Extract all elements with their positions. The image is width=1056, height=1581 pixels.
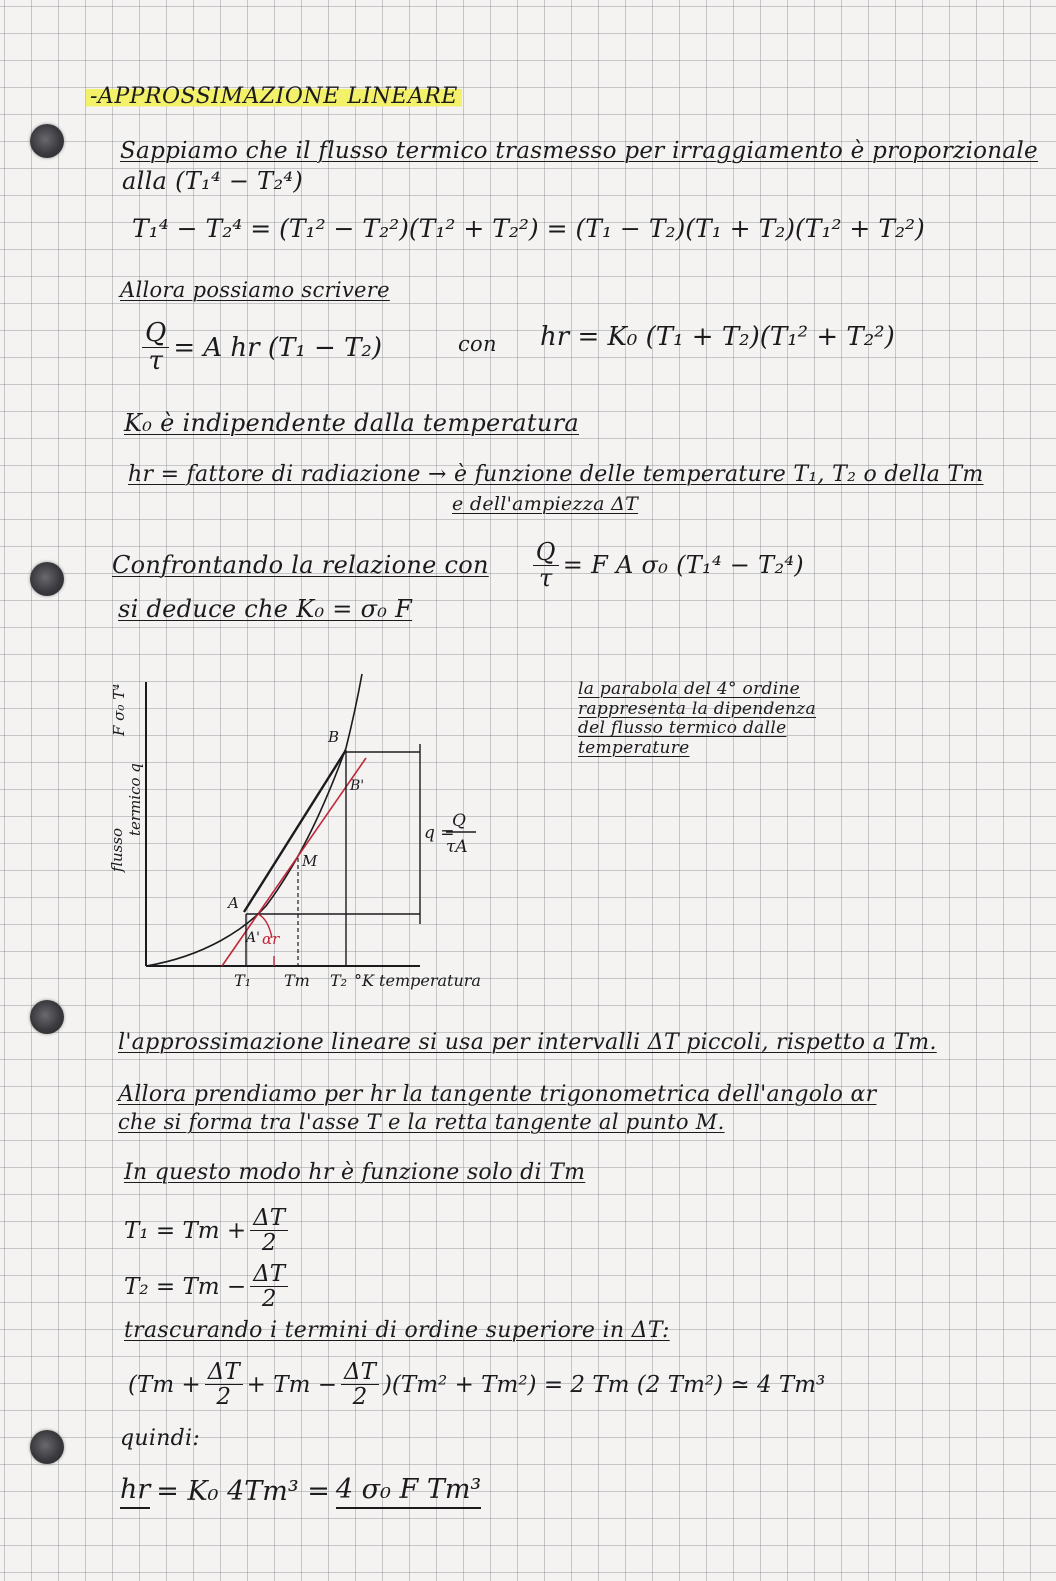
text-line-6: si deduce che K₀ = σ₀ F — [118, 595, 413, 623]
text-line-8b: che si forma tra l'asse T e la retta tangente al punto M. — [118, 1110, 725, 1134]
equation-2 — [138, 320, 382, 376]
text-line-5-text: Confrontando la relazione con — [112, 550, 489, 579]
equation-3 — [124, 1206, 292, 1255]
binder-hole-3 — [30, 1000, 64, 1034]
text-line-2: Allora possiamo scrivere — [120, 278, 390, 302]
point-b-label: B — [328, 728, 340, 746]
equation-1: T₁⁴ − T₂⁴ = (T₁² − T₂²)(T₁² + T₂²) = (T₁ − T₂)(T₁ + T₂)(T₁² + T₂²) — [132, 214, 925, 243]
fraction-delta-t-half — [250, 1206, 288, 1255]
equation-5-part-1: (Tm + — [128, 1371, 201, 1398]
point-a-label: A — [228, 894, 239, 912]
equation-5-part-2: + Tm − — [246, 1371, 337, 1398]
equation-4-lhs: T₂ = Tm − — [124, 1273, 247, 1300]
text-line-3: K₀ è indipendente dalla temperatura — [124, 409, 580, 437]
graph-note-line-1: la parabola del 4° ordine — [578, 679, 801, 699]
binder-hole-1 — [30, 124, 64, 158]
fraction-denominator: 2 — [261, 1230, 277, 1257]
equation-2-rhs: = A hr (T₁ − T₂) — [173, 332, 382, 363]
x-axis-label: °K temperatura — [354, 971, 481, 990]
q-definition-num: Q — [452, 811, 466, 831]
fraction-denominator: 2 — [216, 1384, 232, 1411]
q-definition-lhs: q = — [424, 823, 455, 843]
q-definition-den: τA — [446, 837, 468, 857]
tick-t1: T₁ — [234, 971, 252, 990]
graph-note-line-4: temperature — [578, 737, 690, 758]
graph-note — [578, 680, 816, 758]
binder-hole-4 — [30, 1430, 64, 1464]
text-line-4a: hr = fattore di radiazione → è funzione delle temperature T₁, T₂ o della Tm — [128, 462, 984, 487]
fraction-delta-t-half — [250, 1262, 288, 1311]
y-axis-label-1: flusso — [108, 827, 126, 872]
text-line-5-rhs: = F A σ₀ (T₁⁴ − T₂⁴) — [562, 550, 804, 579]
fraction-denominator: 2 — [261, 1286, 277, 1313]
y-axis-label-2: termico q — [126, 763, 144, 836]
graph-note-line-2: rappresenta la dipendenza — [578, 698, 816, 719]
point-a-prime-label: A' — [246, 930, 260, 946]
text-line-8a: Allora prendiamo per hr la tangente trigonometrica dell'angolo αr — [118, 1082, 877, 1107]
fraction-numerator: Q — [142, 320, 169, 348]
text-line-9: In questo modo hr è funzione solo di Tm — [124, 1160, 586, 1185]
equation-5-part-3: )(Tm² + Tm²) = 2 Tm (2 Tm²) ≃ 4 Tm³ — [382, 1371, 826, 1398]
fraction-q-tau-2 — [533, 540, 559, 591]
final-result: 4 σ₀ F Tm³ — [336, 1474, 481, 1509]
fraction-delta-t-half — [205, 1360, 243, 1409]
hr-definition: hr = K₀ (T₁ + T₂)(T₁² + T₂²) — [540, 322, 895, 352]
binder-hole-2 — [30, 562, 64, 596]
fraction-numerator: ΔT — [250, 1262, 288, 1287]
fraction-denominator: τ — [148, 346, 163, 377]
text-con: con — [458, 332, 497, 356]
fraction-denominator: τ — [538, 564, 553, 593]
fraction-q-tau — [142, 320, 169, 376]
section-title: -APPROSSIMAZIONE LINEARE — [86, 84, 462, 109]
angle-label: αr — [262, 930, 280, 948]
text-line-1b: alla (T₁⁴ − T₂⁴) — [122, 167, 303, 195]
point-m-label: M — [302, 852, 318, 870]
hr-symbol: hr — [120, 1474, 150, 1509]
fraction-delta-t-half — [341, 1360, 379, 1409]
text-line-5 — [112, 540, 804, 591]
tick-tm: Tm — [284, 971, 310, 990]
graph-note-line-3: del flusso termico dalle — [578, 718, 787, 739]
text-line-11: quindi: — [120, 1426, 201, 1451]
equation-6-mid: = K₀ 4Tm³ = — [156, 1476, 330, 1507]
chord-ab — [244, 750, 346, 912]
text-line-4b: e dell'ampiezza ΔT — [452, 493, 639, 515]
fraction-numerator: ΔT — [250, 1206, 288, 1231]
fraction-numerator: ΔT — [205, 1360, 243, 1385]
y-axis-label-3: F σ₀ T⁴ — [110, 683, 128, 736]
point-b-prime-label: B' — [350, 778, 365, 794]
tick-t2: T₂ — [330, 971, 348, 990]
equation-3-lhs: T₁ = Tm + — [124, 1217, 247, 1244]
equation-4 — [124, 1262, 292, 1311]
text-line-7: l'approssimazione lineare si usa per intervalli ΔT piccoli, rispetto a Tm. — [118, 1030, 937, 1055]
fraction-numerator: ΔT — [341, 1360, 379, 1385]
fraction-denominator: 2 — [352, 1384, 368, 1411]
equation-5 — [128, 1360, 825, 1409]
tangent-line — [222, 758, 366, 966]
parabola-curve — [146, 674, 365, 966]
equation-6 — [120, 1474, 481, 1509]
flux-temperature-graph — [96, 666, 656, 1006]
fraction-numerator: Q — [533, 540, 559, 566]
text-line-1: Sappiamo che il flusso termico trasmesso per irraggiamento è proporzionale — [120, 138, 1038, 164]
text-line-10: trascurando i termini di ordine superiore in ΔT: — [124, 1318, 670, 1343]
